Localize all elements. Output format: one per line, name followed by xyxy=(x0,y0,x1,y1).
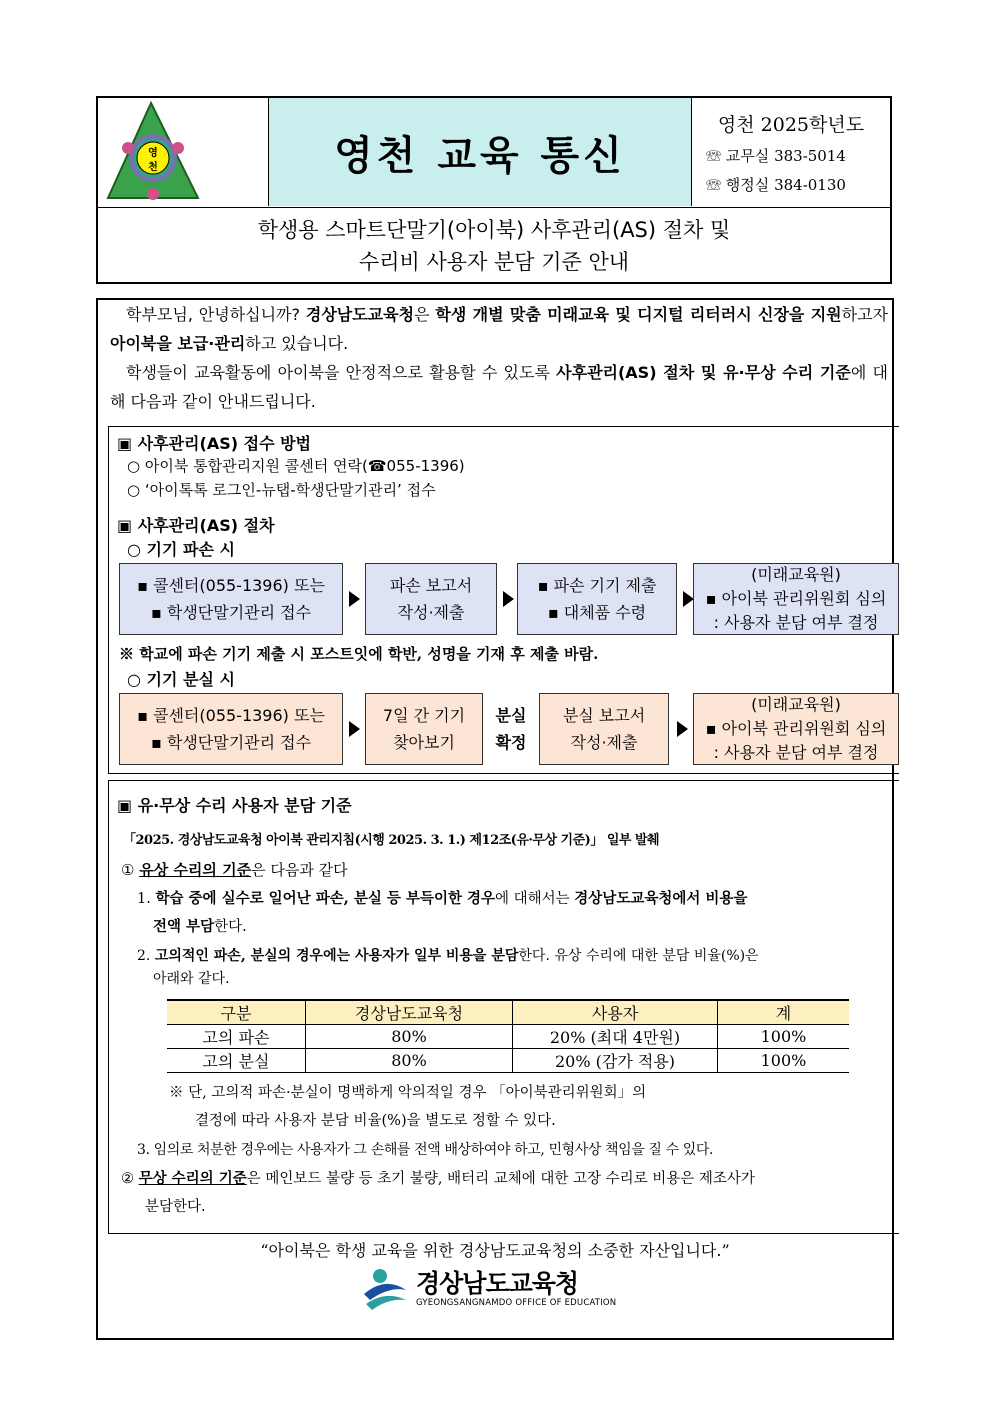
arrow-right-icon xyxy=(503,591,514,607)
text: 하고 있습니다. xyxy=(245,334,349,353)
loss-step-3 xyxy=(539,693,669,765)
text: 분담한다. xyxy=(145,1199,206,1215)
phone-line-2 xyxy=(706,174,846,195)
step-text: (미래교육원) xyxy=(751,695,841,714)
step-text: 분실 보고서 xyxy=(562,706,646,725)
repair-section xyxy=(108,780,899,1234)
paid-item-2 xyxy=(137,945,899,991)
column-header: 경상남도교육청 xyxy=(306,1000,513,1025)
contact-info xyxy=(692,98,890,206)
table-cell: 고의 파손 xyxy=(167,1025,306,1049)
document-subtitle xyxy=(98,207,890,282)
newsletter-header xyxy=(96,96,892,284)
column-header: 계 xyxy=(718,1000,850,1025)
table-header-row xyxy=(167,1000,849,1025)
text: 1. xyxy=(137,891,156,907)
intro-paragraph xyxy=(110,300,888,416)
text: 학부모님, 안녕하십니까? xyxy=(126,305,306,324)
loss-label: ○ 기기 분실 시 xyxy=(127,670,235,689)
cost-share-table xyxy=(167,999,849,1073)
text: ② xyxy=(121,1171,134,1187)
office-logo xyxy=(360,1264,640,1314)
table-cell: 20% (감가 적용) xyxy=(513,1049,718,1073)
school-year: 영천 2025학년도 xyxy=(717,114,865,136)
loss-step-2 xyxy=(365,693,483,765)
text: 유상 수리의 기준 xyxy=(139,861,252,879)
phone-label: 행정실 xyxy=(725,176,770,194)
step-text: ▪ 콜센터(055-1396) 또는 xyxy=(137,706,325,725)
svg-text:영: 영 xyxy=(148,148,158,159)
phone-line-1 xyxy=(706,145,846,166)
paid-item-3: 3. 임의로 처분한 경우에는 사용자가 그 손해를 전액 배상하여야 하고, 민형사상 책임을 질 수 있다. xyxy=(137,1142,714,1158)
step-text: 파손 보고서 xyxy=(389,576,473,595)
damage-step-2 xyxy=(365,563,497,635)
text: 학습 중에 실수로 일어난 파손, 분실 등 부득이한 경우 xyxy=(155,890,496,907)
text: 에 대해 다음과 같이 안내드립니다. xyxy=(110,363,888,411)
office-name: 경상남도교육청 xyxy=(416,1269,579,1298)
damage-step-3 xyxy=(517,563,677,635)
newsletter-title: 영천 교육 통신 xyxy=(269,98,692,206)
text: 은 다음과 같다 xyxy=(251,861,348,879)
table-row xyxy=(167,1049,849,1073)
school-emblem-icon xyxy=(98,98,268,206)
phone-label: 교무실 xyxy=(725,147,770,165)
as-section xyxy=(108,426,899,774)
subtitle-line: 수리비 사용자 분담 기준 안내 xyxy=(358,250,630,274)
step-text: ▪ 대체품 수령 xyxy=(547,603,647,622)
text: ① xyxy=(121,861,135,879)
step-text: (미래교육원) xyxy=(751,565,841,584)
phone-icon: ☏ xyxy=(706,147,722,165)
text: 무상 수리의 기준 xyxy=(138,1170,247,1187)
table-cell: 100% xyxy=(718,1025,850,1049)
school-logo xyxy=(98,98,269,206)
column-header: 사용자 xyxy=(513,1000,718,1025)
table-cell: 80% xyxy=(306,1049,513,1073)
step-text: 7일 간 기기 xyxy=(382,706,466,725)
table-note: 결정에 따라 사용자 분담 비율(%)을 별도로 정할 수 있다. xyxy=(195,1113,556,1129)
text: 확정 xyxy=(495,733,527,752)
text: 학생 개별 맞춤 미래교육 및 디지털 리터러시 신장을 지원 xyxy=(435,305,842,324)
step-text: ▪ 학생단말기관리 접수 xyxy=(150,603,312,622)
damage-label: ○ 기기 파손 시 xyxy=(127,540,235,559)
text: 은 메인보드 불량 등 초기 불량, 배터리 교체에 대한 고장 수리로 비용은 제조사가 xyxy=(246,1171,755,1187)
office-name-en: GYEONGSANGNAMDO OFFICE OF EDUCATION xyxy=(416,1298,617,1308)
text: 학생들이 교육활동에 아이북을 안정적으로 활용할 수 있도록 xyxy=(126,363,557,382)
paid-item-1 xyxy=(137,885,895,941)
column-header: 구분 xyxy=(167,1000,306,1025)
loss-step-1 xyxy=(119,693,343,765)
text: 아래와 같다. xyxy=(153,971,230,987)
text: 한다. 유상 수리에 대한 분담 비율(%)은 xyxy=(518,948,759,964)
arrow-right-icon xyxy=(349,591,360,607)
text: 에 대해서는 xyxy=(495,891,575,907)
text: 하고자 xyxy=(841,305,888,324)
phone-number: 384-0130 xyxy=(774,176,846,194)
step-text: ▪ 아이북 관리위원회 심의 xyxy=(705,589,887,608)
table-cell: 80% xyxy=(306,1025,513,1049)
as-method-item: ○ ‘아이톡톡 로그인-뉴탭-학생단말기관리’ 접수 xyxy=(127,481,436,499)
loss-step-4 xyxy=(693,693,899,765)
as-method-heading: ▣ 사후관리(AS) 접수 방법 xyxy=(117,434,312,453)
text: 고의적인 파손, 분실의 경우에는 사용자가 일부 비용을 분담 xyxy=(154,948,519,964)
arrow-right-icon xyxy=(349,721,360,737)
text: 2. xyxy=(137,948,155,964)
text: 아이북을 보급·관리 xyxy=(110,334,246,353)
text: 사후관리(AS) 절차 및 유·무상 수리 기준 xyxy=(556,363,851,382)
step-text: ▪ 콜센터(055-1396) 또는 xyxy=(137,576,325,595)
repair-heading: ▣ 유·무상 수리 사용자 분담 기준 xyxy=(117,796,352,815)
arrow-right-icon xyxy=(677,721,688,737)
step-text: 찾아보기 xyxy=(393,733,455,752)
step-text: ▪ 아이북 관리위원회 심의 xyxy=(705,719,887,738)
table-cell: 100% xyxy=(718,1049,850,1073)
table-note: ※ 단, 고의적 파손·분실이 명백하게 악의적일 경우 「아이북관리위원회」의 xyxy=(169,1085,647,1101)
as-procedure-heading: ▣ 사후관리(AS) 절차 xyxy=(117,516,275,535)
text: 전액 부담 xyxy=(153,918,215,935)
subtitle-line: 학생용 스마트단말기(아이북) 사후관리(AS) 절차 및 xyxy=(257,218,731,242)
table-row xyxy=(167,1025,849,1049)
office-emblem-icon xyxy=(360,1266,410,1312)
text: 한다. xyxy=(214,919,247,935)
phone-number: 383-5014 xyxy=(774,147,846,165)
damage-step-4 xyxy=(693,563,899,635)
step-text: ▪ 학생단말기관리 접수 xyxy=(150,733,312,752)
step-text: 작성·제출 xyxy=(570,733,638,752)
step-text: 작성·제출 xyxy=(397,603,465,622)
text: 경상남도교육청 xyxy=(305,305,415,324)
paid-repair-intro xyxy=(121,859,348,880)
main-content xyxy=(96,298,894,1340)
source-citation: 「2025. 경상남도교육청 아이북 관리지침(시행 2025. 3. 1.) 제12조(유·무상 기준)」 일부 발췌 xyxy=(123,833,660,848)
footer-quote: “아이북은 학생 교육을 위한 경상남도교육청의 소중한 자산입니다.” xyxy=(260,1241,730,1260)
svg-text:천: 천 xyxy=(148,162,158,173)
damage-step-1 xyxy=(119,563,343,635)
damage-note: ※ 학교에 파손 기기 제출 시 포스트잇에 학반, 성명을 기재 후 제출 바람. xyxy=(119,645,599,663)
phone-icon: ☏ xyxy=(706,176,722,194)
loss-confirmed-label xyxy=(487,693,535,765)
text: 경상남도교육청에서 비용을 xyxy=(574,890,748,907)
as-method-item: ○ 아이북 통합관리지원 콜센터 연락(☎055-1396) xyxy=(127,457,465,475)
text: 은 xyxy=(414,305,436,324)
table-cell: 20% (최대 4만원) xyxy=(513,1025,718,1049)
text: 분실 xyxy=(495,706,527,725)
step-text: ▪ 파손 기기 제출 xyxy=(537,576,657,595)
step-text: : 사용자 분담 여부 결정 xyxy=(713,613,879,632)
table-cell: 고의 분실 xyxy=(167,1049,306,1073)
step-text: : 사용자 분담 여부 결정 xyxy=(713,743,879,762)
free-repair-rule xyxy=(121,1165,899,1221)
